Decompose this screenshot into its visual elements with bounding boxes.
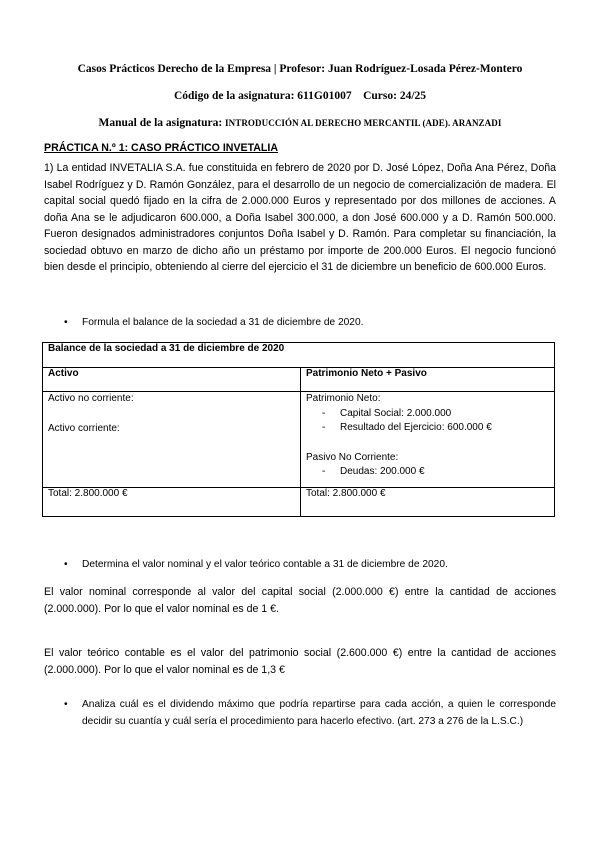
table-title: Balance de la sociedad a 31 de diciembre de 2020 — [43, 343, 555, 368]
patrimonio-neto-label: Patrimonio Neto: — [306, 393, 381, 404]
deudas-value: Deudas: 200.000 € — [340, 466, 425, 477]
balance-table — [42, 342, 555, 517]
bullet-icon: • — [64, 317, 68, 328]
column-header-activo: Activo — [43, 368, 301, 392]
bullet-item-balance — [64, 315, 556, 332]
spacer — [306, 436, 554, 451]
total-patrimonio-pasivo: Total: 2.800.000 € — [301, 488, 555, 517]
section-title: PRÁCTICA N.º 1: CASO PRÁCTICO INVETALIA — [44, 142, 278, 154]
activo-corriente-label: Activo corriente: — [48, 422, 120, 434]
pasivo-no-corriente-label: Pasivo No Corriente: — [306, 451, 399, 463]
bullet-text: Formula el balance de la sociedad a 31 de diciembre de 2020. — [82, 317, 364, 328]
dash-icon: - — [322, 422, 326, 433]
manual-title: INTRODUCCIÓN AL DERECHO MERCANTIL (ADE). ARANZADI — [225, 118, 502, 128]
header-course-line: Casos Prácticos Derecho de la Empresa | Profesor: Juan Rodríguez-Losada Pérez-Montero — [77, 63, 523, 75]
list-item — [306, 407, 554, 422]
list-item — [306, 465, 554, 480]
activo-no-corriente-label: Activo no corriente: — [48, 393, 134, 404]
bullet-icon: • — [64, 699, 68, 710]
header-code-line: Código de la asignatura: 611G01007 Curso: 24/25 — [173, 90, 427, 102]
dash-icon: - — [322, 407, 326, 419]
bullet-icon: • — [64, 559, 68, 570]
header-manual-line — [0, 117, 600, 129]
total-activo: Total: 2.800.000 € — [43, 488, 301, 517]
intro-paragraph: 1) La entidad INVETALIA S.A. fue constituida en febrero de 2020 por D. José López, Doña Ana Pérez, Doña Isabel Rodríguez y D. Ramón González, para el desarrollo de un negocio de comercialización de madera. El capital social quedó fijado en la cifra de 2.000.000 Euros y representado por dos millones de acciones. A doña Ana se le adjudicaron 600.000, a Doña Isabel 300.000, a don José 600.000 y a D. Ramón 500.000. Fueron designados administradores conjuntos Doña Isabel y D. Ramón. Para completar su financiación, la sociedad obtuvo en marzo de dicho año un préstamo por importe de 200.000 Euros. El negocio funcionó bien desde el principio, obteniendo al cierre del ejercicio el 31 de diciembre un beneficio de 600.000 Euros. — [44, 162, 556, 273]
resultado-ejercicio-value: Resultado del Ejercicio: 600.000 € — [340, 422, 492, 433]
spacer — [48, 407, 300, 422]
activo-cell — [43, 392, 301, 488]
column-header-patrimonio: Patrimonio Neto + Pasivo — [301, 368, 555, 392]
bullet-item-valor — [64, 557, 556, 574]
bullet-item-dividendo — [64, 697, 556, 730]
answer-valor-nominal: El valor nominal corresponde al valor del capital social (2.000.000 €) entre la cantidad de acciones (2.000.000). Por lo que el valor nominal es de 1 €. — [44, 586, 556, 615]
bullet-text: Analiza cuál es el dividendo máximo que podría repartirse para cada acción, a quien le corresponde decidir su cuantía y cuál sería el procedimiento para hacerlo efectivo. (art. 273 a 276 de la L.S.C.) — [82, 699, 556, 727]
dash-icon: - — [322, 466, 326, 477]
capital-social-value: Capital Social: 2.000.000 — [340, 407, 452, 419]
bullet-text: Determina el valor nominal y el valor teórico contable a 31 de diciembre de 2020. — [82, 559, 448, 570]
answer-valor-teorico: El valor teórico contable es el valor del patrimonio social (2.600.000 €) entre la cantidad de acciones (2.000.000). Por lo que el valor nominal es de 1,3 € — [44, 647, 556, 676]
manual-prefix: Manual de la asignatura: — [98, 117, 226, 129]
list-item — [306, 421, 554, 436]
patrimonio-pasivo-cell — [301, 392, 555, 488]
